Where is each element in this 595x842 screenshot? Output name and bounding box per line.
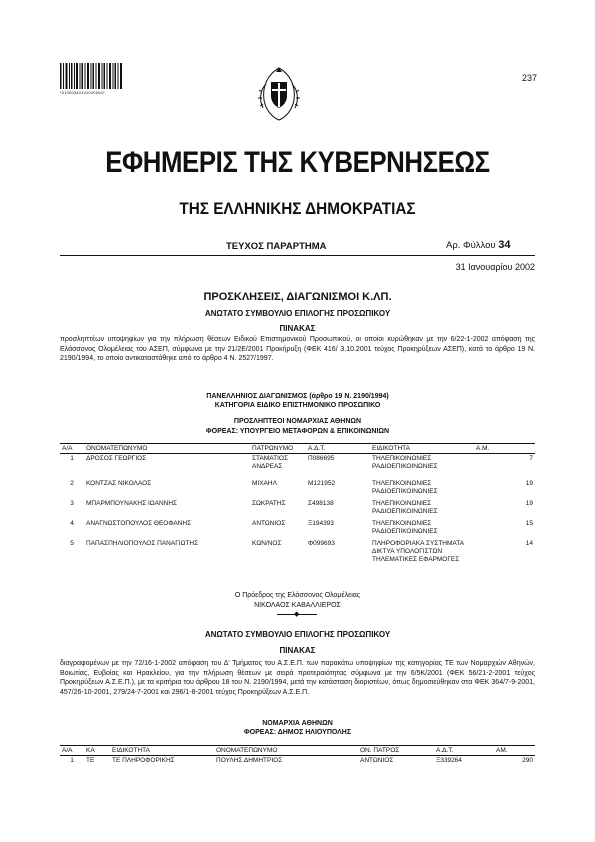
cell-patronymic: ΣΩΚΡΑΤΗΣ [252,499,286,507]
cell-name: ΔΡΟΣΟΣ ΓΕΩΡΓΙΟΣ [86,455,147,462]
cell-specialty: ΤΗΛΕΠΙΚΟΙΝΩΝΙΕΣ ΡΑΔΙΟΕΠΙΚΟΙΝΩΝΙΕΣ [372,499,438,515]
col-aa: Α/Α [62,445,73,452]
cell-aa: 1 [70,455,74,462]
issue-label: ΤΕΥΧΟΣ ΠΑΡΑΡΤΗΜΑ [226,241,327,252]
page-number: 237 [521,73,537,83]
prefecture-heading-2: ΝΟΜΑΡΧΙΑ ΑΘΗΝΩΝ [262,720,333,727]
signer-title: Ο Πρόεδρος της Ελάσσονος Ολομέλειας [234,592,361,599]
table-header-row [60,444,535,454]
cell-specialty: ΤΗΛΕΠΙΚΟΙΝΩΝΙΕΣ ΡΑΔΙΟΕΠΙΚΟΙΝΩΝΙΕΣ [372,455,438,470]
cell-patronymic: ΜΙΧΑΗΛ [252,479,277,487]
cell-name: ΜΠΑΡΜΠΟΥΝΑΚΗΣ ΙΩΑΝΝΗΣ [86,499,178,507]
cell-name: ΠΑΠΑΣΠΗΛΙΟΠΟΥΛΟΣ ΠΑΝΑΓΙΩΤΗΣ [86,539,199,547]
council-heading: ΑΝΩΤΑΤΟ ΣΥΜΒΟΥΛΙΟ ΕΠΙΛΟΓΗΣ ΠΡΟΣΩΠΙΚΟΥ [204,309,391,318]
cell-patronymic: ΣΤΑΜΑΤΙΟΣ ΑΝΔΡΕΑΣ [252,455,288,470]
col-aa: Α/Α [62,747,73,754]
col-ka: ΚΑ [86,747,95,754]
cell-name: ΑΝΑΓΝΩΣΤΟΠΟΥΛΟΣ ΘΕΟΦΑΝΗΣ [86,519,192,527]
cell-aa: 4 [70,519,74,527]
gazette-subtitle: ΤΗΣ ΕΛΛΗΝΙΚΗΣ ΔΗΜΟΚΡΑΤΙΑΣ [179,199,416,218]
gazette-title: ΕΦΗΜΕΡΙΣ ΤΗΣ ΚΥΒΕΡΝΗΣΕΩΣ [105,146,490,179]
pinakas-heading-2: ΠΙΝΑΚΑΣ [279,646,316,655]
cell-adt: Σ498138 [308,499,334,507]
diamond-icon: ◆ [294,611,300,618]
sheet-number-value: 34 [498,239,511,251]
cell-specialty: ΠΛΗΡΟΦΟΡΙΑΚΑ ΣΥΣΤΗΜΑΤΑ ΔΙΚΤΥΑ ΥΠΟΛΟΓΙΣΤΩΝ ΤΗΛΕΜΑΤΙΚΕΣ ΕΦΑΡΜΟΓΕΣ [372,539,464,563]
cell-specialty: ΤΗΛΕΠΙΚΟΙΝΩΝΙΕΣ ΡΑΔΙΟΕΠΙΚΟΙΝΩΝΙΕΣ [372,479,438,495]
intro-paragraph-2: διαγραφομένων με την 72/16-1-2002 απόφαση του Δ' Τμήματος του Α.Σ.Ε.Π. των παρακάτω υποψηφίων της κατηγορίας ΤΕ των Νομαρχιών Αθηνών, Βοιωτίας, Ευβοίας και Ηρακλείου, για την πλήρωση θέσεων με σειρά προτεραιότητας σύμφωνα με την 6/5Κ/2001 (ΦΕΚ 56/21-2-2001 τεύχος Προκηρύξεων Α.Σ.Ε.Π.), με τα κριτήρια του άρθρου 18 του Ν. 2190/1994, μετά την κατάσταση διοριστέων, όπως δημοσιεύθηκαν στα ΦΕΚ 364/7-9-2001, 457/26-10-2001, 279/24-7-2001 και 296/1-8-2001 τεύχος Προκηρύξεων Α.Σ.Ε.Π. [60,660,535,696]
table-row [60,479,535,499]
cell-specialty: ΤΗΛΕΠΙΚΟΙΝΩΝΙΕΣ ΡΑΔΙΟΕΠΙΚΟΙΝΩΝΙΕΣ [372,519,438,535]
col-specialty: ΕΙΔΙΚΟΤΗΤΑ [112,747,150,754]
col-father: ΟΝ. ΠΑΤΡΟΣ [360,747,400,754]
col-patronymic: ΠΑΤΡΩΝΥΜΟ [252,445,294,452]
cell-patronymic: ΑΝΤΩΝΙΟΣ [252,519,286,527]
cell-am: 290 [522,757,533,764]
main-heading: ΠΡΟΣΚΛΗΣΕΙΣ, ΔΙΑΓΩΝΙΣΜΟΙ Κ.ΛΠ. [203,291,392,303]
cell-father: ΑΝΤΩΝΙΟΣ [360,757,394,764]
cell-aa: 1 [70,757,74,764]
table-row [60,539,535,569]
cell-adt: Π086695 [308,455,335,462]
col-specialty: ΕΙΔΙΚΟΤΗΤΑ [372,445,410,452]
table-row [60,499,535,519]
candidates-table [60,443,535,569]
agency-heading: ΦΟΡΕΑΣ: ΥΠΟΥΡΓΕΙΟ ΜΕΤΑΦΟΡΩΝ & ΕΠΙΚΟΙΝΩΝΙΩΝ [205,428,390,435]
sheet-prefix: Αρ. Φύλλου [446,240,496,251]
cell-aa: 2 [70,479,74,487]
competition-heading: ΠΑΝΕΛΛΗΝΙΟΣ ΔΙΑΓΩΝΙΣΜΟΣ (άρθρο 19 Ν. 2190/1994) [206,393,389,400]
table-header-row [60,746,535,756]
table-row [60,454,535,479]
cell-aa: 5 [70,539,74,547]
col-adt: Α.Δ.Τ. [436,747,454,754]
council-heading-2: ΑΝΩΤΑΤΟ ΣΥΜΒΟΥΛΙΟ ΕΠΙΛΟΓΗΣ ΠΡΟΣΩΠΙΚΟΥ [204,630,391,639]
cell-am: 15 [525,519,533,527]
pinakas-heading: ΠΙΝΑΚΑΣ [279,324,316,333]
table-row [60,519,535,539]
cell-patronymic: ΚΩΝ/ΝΟΣ [252,539,282,547]
cell-ka: ΤΕ [86,757,95,764]
signer-name: ΝΙΚΟΛΑΟΣ ΚΑΒΑΛΛΙΕΡΟΣ [254,602,341,609]
col-name: ΟΝΟΜΑΤΕΠΩΝΥΜΟ [86,445,148,452]
col-name: ΟΝΟΜΑΤΕΠΩΝΥΜΟ [216,747,278,754]
removed-candidates-table [60,745,535,766]
cell-adt: Ξ194393 [308,519,334,527]
cell-am: 14 [525,539,533,547]
cell-am: 7 [529,455,533,462]
header-rule [60,255,535,256]
col-adt: Α.Δ.Τ. [308,445,326,452]
agency-heading-2: ΦΟΡΕΑΣ: ΔΗΜΟΣ ΗΛΙΟΥΠΟΛΗΣ [243,729,352,736]
cell-am: 19 [525,479,533,487]
barcode-number: *01000340101020004* [60,90,105,95]
sheet-number [446,239,511,251]
cell-adt: Μ121952 [308,479,336,487]
barcode [60,63,122,91]
cell-name: ΚΟΝΤΖΑΣ ΝΙΚΟΛΑΟΣ [86,479,152,487]
cell-am: 19 [525,499,533,507]
category-heading: ΚΑΤΗΓΟΡΙΑ ΕΙΔΙΚΟ ΕΠΙΣΤΗΜΟΝΙΚΟ ΠΡΟΣΩΠΙΚΟ [214,402,381,409]
intro-paragraph: προσληπτέων υποψηφίων για την πλήρωση θέσεων Ειδικού Επιστημονικού Προσωπικού, οι οποίοι κυρώθηκαν με την 6/22-1-2002 απόφαση της Ελάσσονος Ολομέλειας του ΑΣΕΠ, σύμφωνα με την 21/2Ε/2001 Προκήρυξη (ΦΕΚ 416/ 3.10.2001 τεύχος Προκηρύξεων ΑΣΕΠ), κατά το άρθρο 19 Ν. 2190/1994, το οποίο αντικαταστάθηκε από το άρθρο 4 Ν. 2527/1997. [60,336,535,363]
greek-coat-of-arms-icon [256,64,302,122]
issue-date: 31 Ιανουαρίου 2002 [455,262,535,272]
cell-specialty: ΤΕ ΠΛΗΡΟΦΟΡΙΚΗΣ [112,757,175,764]
table-row [60,756,535,767]
cell-name: ΠΟΥΛΗΣ ΔΗΜΗΤΡΙΟΣ [216,757,283,764]
col-am: ΑΜ. [496,747,508,754]
col-am: Α.Μ. [476,445,490,452]
cell-adt: Φ099693 [308,539,335,547]
cell-adt: Ξ339264 [436,757,462,764]
cell-aa: 3 [70,499,74,507]
prefecture-heading: ΠΡΟΣΛΗΠΤΕΟΙ ΝΟΜΑΡΧΙΑΣ ΑΘΗΝΩΝ [233,418,362,425]
